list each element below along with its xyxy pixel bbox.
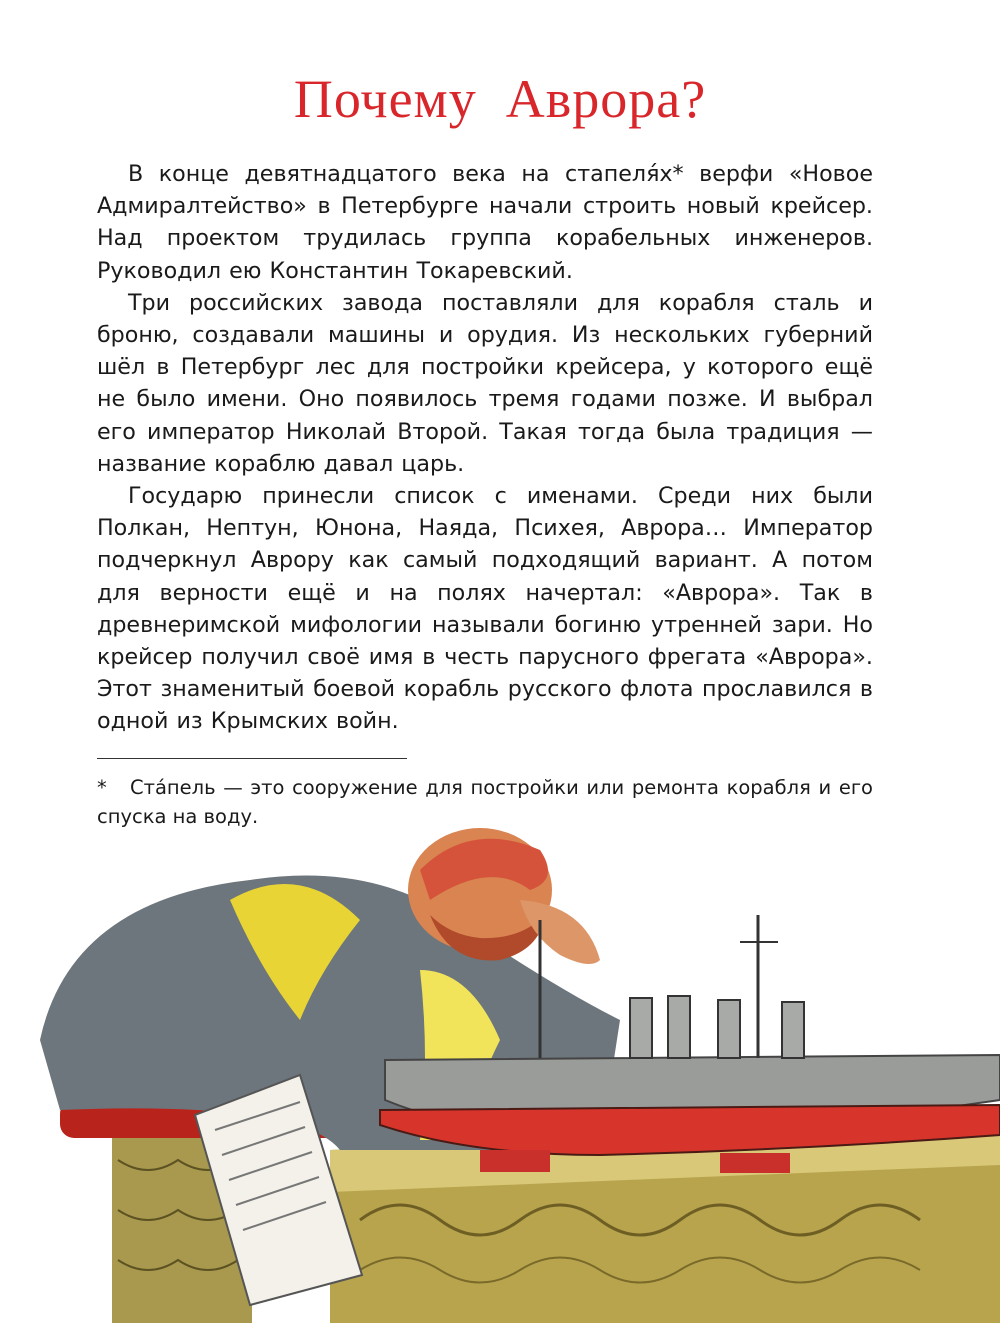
emperor-ship-model-illustration bbox=[0, 820, 1000, 1323]
paragraph-2: Три российских завода поставляли для корабля сталь и броню, создавали машины и орудия. Из нескольких губерний шёл в Петербург лес для постройки крейсера, у которого ещё не было имени. Оно появилось тремя годами позже. И выбрал его император Николай Второй. Такая тогда была традиция — название кораблю давал царь. bbox=[97, 289, 873, 477]
footnote-text: Ста́пель — это сооружение для постройки или ремонта корабля и его спуска на воду. bbox=[97, 776, 873, 828]
paragraph-1: В конце девятнадцатого века на стапеля́х* верфи «Новое Адмиралтейство» в Петербурге начали строить новый крейсер. Над проектом трудилась группа корабельных инженеров. Руководил ею Константин Токаревский. bbox=[97, 161, 873, 284]
paragraph-3: Государю принесли список с именами. Среди них были Полкан, Нептун, Юнона, Наяда, Психея, Аврора… Император подчеркнул Аврору как самый подходящий вариант. А потом для верности ещё и на полях начертал: «Аврора». Так в древнеримской мифологии называли богиню утренней зари. Но крейсер получил своё имя в честь парусного фрегата «Аврора». Этот знаменитый боевой корабль русского флота прославился в одной из Крымских войн. bbox=[97, 483, 873, 735]
footnote-divider bbox=[97, 758, 407, 759]
footnote-marker: * bbox=[97, 776, 107, 799]
page-title: Почему Аврора? bbox=[293, 69, 707, 129]
article-body bbox=[97, 158, 873, 738]
